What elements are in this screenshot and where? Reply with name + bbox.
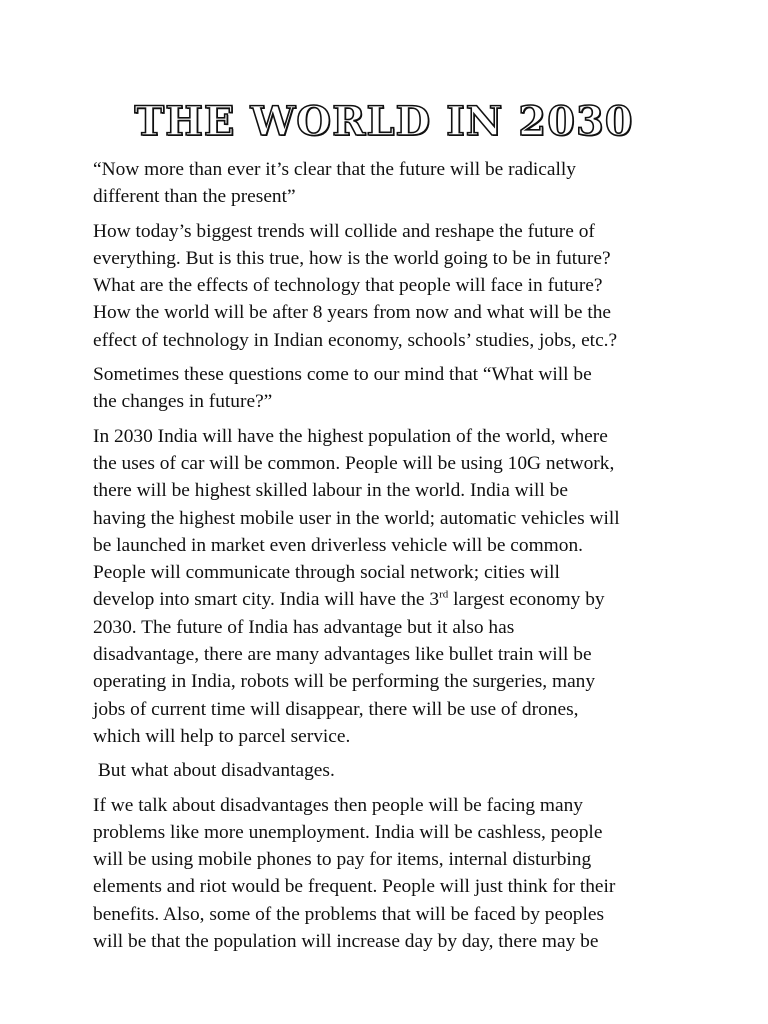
text-line: How the world will be after 8 years from now and what will be the (93, 302, 612, 324)
text-line: operating in India, robots will be performing the surgeries, many (93, 671, 596, 693)
text-line: People will communicate through social network; cities will (93, 562, 560, 584)
text-line: If we talk about disadvantages then people will be facing many (93, 794, 583, 816)
text-line: How today’s biggest trends will collide and reshape the future of (93, 220, 595, 242)
india-paragraph (93, 423, 683, 751)
text-line: In 2030 India will have the highest population of the world, where (93, 425, 608, 447)
text-line: benefits. Also, some of the problems that will be faced by peoples (93, 903, 605, 925)
question-paragraph (93, 361, 683, 416)
text-line: there will be highest skilled labour in the world. India will be (93, 480, 568, 502)
text-line: 2030. The future of India has advantage but it also has (93, 616, 515, 638)
text-line: “Now more than ever it’s clear that the future will be radically (93, 159, 576, 180)
text-line: having the highest mobile user in the world; automatic vehicles will (93, 507, 620, 529)
text-line: which will help to parcel service. (93, 725, 351, 747)
text-line: elements and riot would be frequent. People will just think for their (93, 876, 616, 898)
text-line: the changes in future?” (93, 391, 273, 413)
text-line: But what about disadvantages. (93, 760, 335, 782)
text-line: effect of technology in Indian economy, schools’ studies, jobs, etc.? (93, 329, 618, 351)
text-line: develop into smart city. India will have the 3 (93, 589, 440, 611)
text-line: be launched in market even driverless vehicle will be common. (93, 534, 583, 556)
text-line: Sometimes these questions come to our mind that “What will be (93, 364, 592, 386)
ordinal-suffix: rd (439, 588, 449, 601)
text-line: the uses of car will be common. People will be using 10G network, (93, 452, 615, 474)
disadvantages-paragraph (93, 792, 683, 956)
document-body (93, 156, 683, 962)
text-line: different than the present” (93, 186, 296, 208)
text-line: jobs of current time will disappear, there will be use of drones, (93, 698, 579, 720)
disadvantages-question (93, 757, 683, 784)
text-line: will be that the population will increase day by day, there may be (93, 931, 599, 953)
quote-paragraph (93, 156, 683, 211)
intro-paragraph (93, 218, 683, 354)
text-line: What are the effects of technology that people will face in future? (93, 275, 603, 297)
document-title: THE WORLD IN 2030 (134, 98, 634, 145)
text-line: disadvantage, there are many advantages like bullet train will be (93, 644, 592, 666)
text-line: everything. But is this true, how is the world going to be in future? (93, 247, 611, 269)
text-line: problems like more unemployment. India will be cashless, people (93, 821, 603, 843)
text-line: largest economy by (448, 589, 605, 611)
text-line: will be using mobile phones to pay for items, internal disturbing (93, 849, 592, 871)
